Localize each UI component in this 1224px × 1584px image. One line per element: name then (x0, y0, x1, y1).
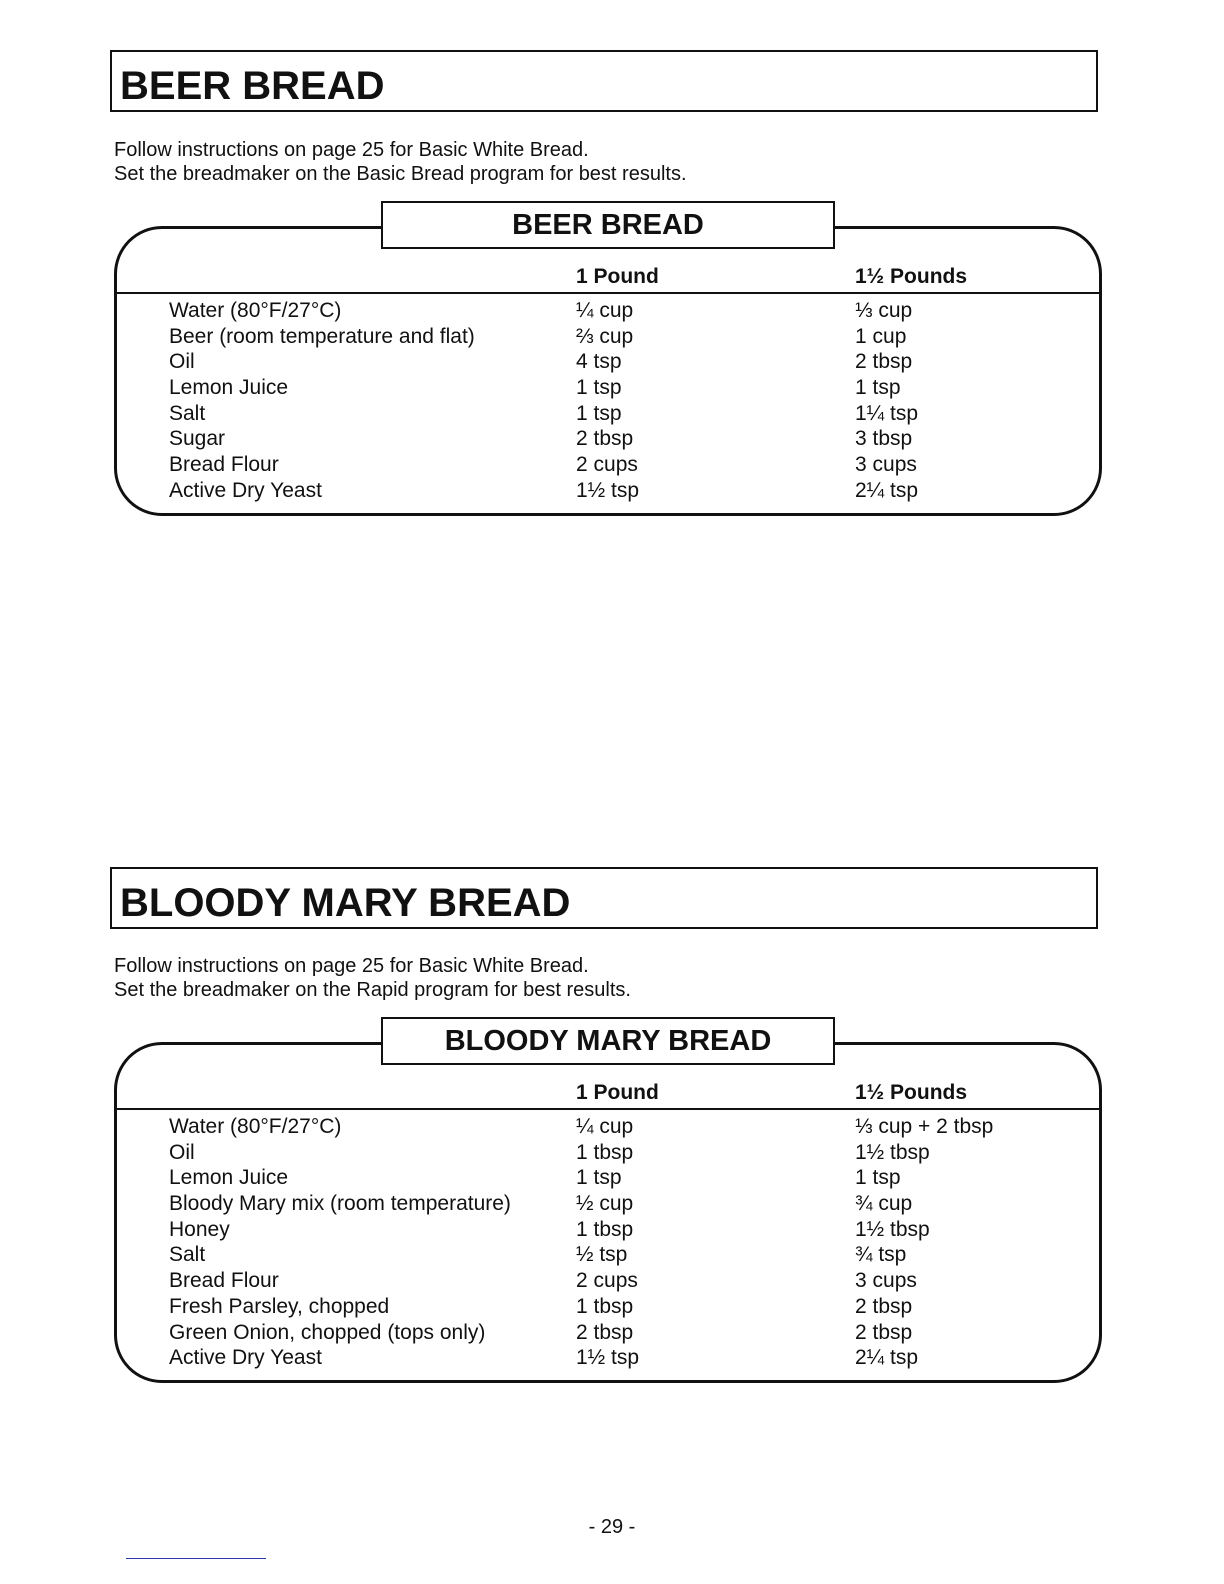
ingredient-name: Bread Flour (169, 453, 279, 477)
ingredient-row (117, 1114, 1099, 1140)
recipe-title-box (110, 50, 1098, 112)
amount-1-5-pounds: 1¼ tsp (855, 401, 919, 425)
ingredient-card (114, 1025, 1102, 1383)
ingredient-row (117, 1191, 1099, 1217)
ingredient-name: Salt (169, 401, 206, 425)
ingredient-row (117, 1320, 1099, 1346)
ingredient-row (117, 452, 1099, 478)
ingredient-row (117, 1294, 1099, 1320)
ingredient-row (117, 375, 1099, 401)
page-number: - 29 - (588, 1516, 636, 1538)
amount-1-5-pounds: 1½ tbsp (855, 1140, 930, 1164)
ingredient-name: Sugar (169, 427, 226, 451)
card-title: BEER BREAD (381, 201, 835, 249)
amount-1-pound: ½ tsp (576, 1243, 628, 1267)
amount-1-5-pounds: ⅓ cup (855, 299, 913, 322)
recipe-title: BEER BREAD (120, 64, 385, 108)
ingredient-name: Oil (169, 350, 195, 374)
ingredient-row (117, 1345, 1099, 1371)
ingredient-name: Active Dry Yeast (169, 478, 322, 502)
ingredient-row (117, 1140, 1099, 1166)
ingredient-row (117, 401, 1099, 427)
ingredient-name: Bread Flour (169, 1269, 279, 1293)
amount-1-pound: 1 tsp (576, 401, 622, 425)
column-header-1-5-pounds: 1½ Pounds (855, 1081, 968, 1104)
column-header-1-pound: 1 Pound (576, 1081, 659, 1104)
amount-1-5-pounds: 1½ tbsp (855, 1217, 930, 1241)
card-title: BLOODY MARY BREAD (381, 1017, 835, 1065)
recipe-title: BLOODY MARY BREAD (120, 881, 571, 925)
recipe-title-box (110, 867, 1098, 929)
ingredient-list (117, 298, 1099, 504)
amount-1-pound: 1 tsp (576, 1166, 622, 1190)
amount-1-5-pounds: 1 tsp (855, 376, 901, 400)
ingredient-name: Fresh Parsley, chopped (169, 1294, 390, 1318)
amount-1-pound: 2 cups (576, 453, 638, 477)
amount-1-pound: 2 tbsp (576, 427, 634, 451)
ingredient-row (117, 478, 1099, 504)
ingredient-name: Bloody Mary mix (room temperature) (169, 1192, 511, 1216)
amount-1-pound: 2 cups (576, 1269, 638, 1293)
header-divider (117, 292, 1099, 294)
amount-1-pound: ½ cup (576, 1192, 634, 1216)
ingredient-name: Active Dry Yeast (169, 1346, 322, 1370)
amount-1-5-pounds: 3 cups (855, 1269, 917, 1293)
column-header-1-pound: 1 Pound (576, 265, 659, 288)
amount-1-pound: 1 tbsp (576, 1217, 634, 1241)
ingredient-row (117, 1268, 1099, 1294)
ingredient-row (117, 324, 1099, 350)
amount-1-5-pounds: 2¼ tsp (855, 1346, 919, 1370)
amount-1-5-pounds: 2¼ tsp (855, 478, 919, 502)
ingredient-name: Water (80°F/27°C) (169, 299, 342, 322)
ingredient-list (117, 1114, 1099, 1371)
ingredient-row (117, 349, 1099, 375)
recipe-instructions (114, 138, 687, 186)
amount-1-pound: 1½ tsp (576, 1346, 640, 1370)
instruction-line: Follow instructions on page 25 for Basic White Bread. (114, 955, 589, 977)
column-header-1-5-pounds: 1½ Pounds (855, 265, 968, 288)
ingredient-name: Lemon Juice (169, 1166, 289, 1190)
ingredient-row (117, 1242, 1099, 1268)
recipe-instructions (114, 954, 631, 1002)
instruction-line: Follow instructions on page 25 for Basic White Bread. (114, 139, 589, 161)
ingredient-name: Salt (169, 1243, 206, 1267)
header-divider (117, 1108, 1099, 1110)
amount-1-5-pounds: 3 tbsp (855, 427, 913, 451)
amount-1-pound: ⅔ cup (576, 324, 634, 348)
ingredient-row (117, 1165, 1099, 1191)
amount-1-5-pounds: 2 tbsp (855, 1294, 913, 1318)
amount-1-pound: 4 tsp (576, 350, 622, 374)
amount-1-5-pounds: 1 cup (855, 324, 907, 348)
ingredient-row (117, 298, 1099, 324)
ingredient-row (117, 426, 1099, 452)
ingredient-name: Green Onion, chopped (tops only) (169, 1320, 486, 1344)
amount-1-5-pounds: ¾ tsp (855, 1243, 907, 1267)
instruction-line: Set the breadmaker on the Rapid program for best results. (114, 979, 631, 1001)
amount-1-pound: ¼ cup (576, 1115, 634, 1138)
amount-1-pound: 1½ tsp (576, 478, 640, 502)
amount-1-5-pounds: 1 tsp (855, 1166, 901, 1190)
amount-1-pound: ¼ cup (576, 299, 634, 322)
amount-1-5-pounds: 2 tbsp (855, 350, 913, 374)
instruction-line: Set the breadmaker on the Basic Bread program for best results. (114, 163, 687, 185)
amount-1-5-pounds: 2 tbsp (855, 1320, 913, 1344)
amount-1-5-pounds: ¾ cup (855, 1192, 913, 1216)
footer-rule (126, 1558, 266, 1559)
ingredient-card (114, 209, 1102, 516)
ingredient-name: Oil (169, 1140, 195, 1164)
ingredient-name: Lemon Juice (169, 376, 289, 400)
ingredient-name: Honey (169, 1217, 230, 1241)
amount-1-pound: 1 tbsp (576, 1140, 634, 1164)
amount-1-pound: 1 tsp (576, 376, 622, 400)
ingredient-name: Water (80°F/27°C) (169, 1115, 342, 1138)
ingredient-row (117, 1217, 1099, 1243)
amount-1-pound: 1 tbsp (576, 1294, 634, 1318)
amount-1-5-pounds: ⅓ cup + 2 tbsp (855, 1115, 994, 1138)
ingredient-name: Beer (room temperature and flat) (169, 324, 475, 348)
amount-1-pound: 2 tbsp (576, 1320, 634, 1344)
amount-1-5-pounds: 3 cups (855, 453, 917, 477)
